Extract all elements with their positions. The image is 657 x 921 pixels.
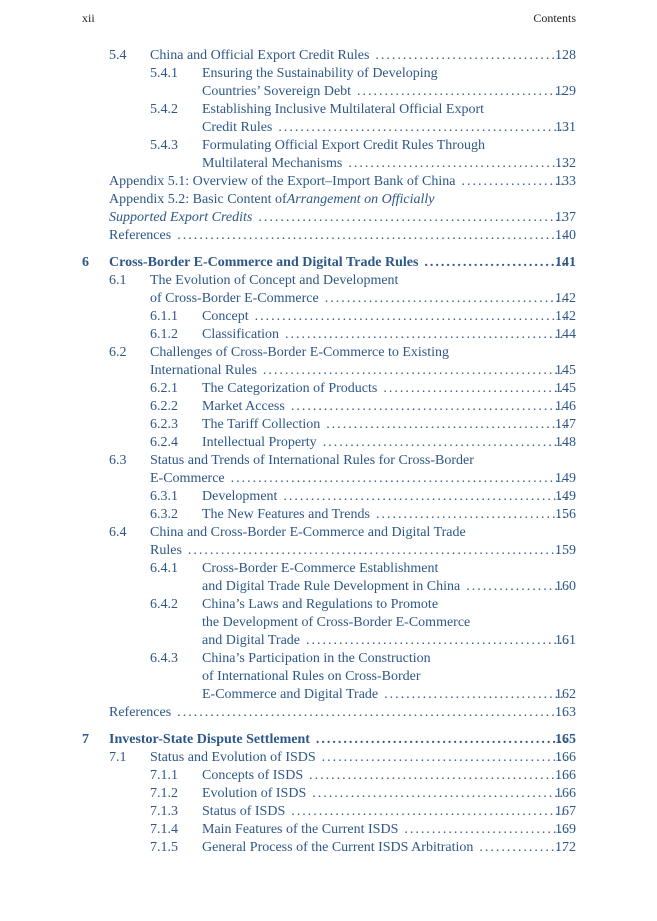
toc-page-number: 156 bbox=[555, 507, 576, 522]
toc-entry-title-text: of International Rules on Cross-Border bbox=[202, 669, 421, 684]
toc-page-number: 160 bbox=[555, 579, 576, 594]
toc-entry-row[interactable] bbox=[0, 560, 657, 578]
toc-entry-title bbox=[109, 704, 567, 722]
dot-leader bbox=[322, 749, 567, 767]
toc-entry-number: 6.3.2 bbox=[150, 507, 178, 522]
toc-entry-number: 6.4.3 bbox=[150, 651, 178, 666]
toc-entry-title-text: Concept bbox=[202, 309, 249, 324]
toc-entry-number: 7.1.5 bbox=[150, 840, 178, 855]
toc-entry-number: 7 bbox=[82, 732, 89, 747]
toc-entry-title-text: China and Cross-Border E-Commerce and Digital Trade bbox=[150, 525, 466, 540]
toc-entry-row[interactable] bbox=[0, 119, 657, 137]
toc-entry-title-text: Multilateral Mechanisms bbox=[202, 156, 343, 171]
toc-entry-title-text: Status and Evolution of ISDS bbox=[150, 750, 316, 765]
toc-entry-row[interactable] bbox=[0, 668, 657, 686]
dot-leader bbox=[404, 821, 567, 839]
dot-leader bbox=[323, 434, 567, 452]
toc-entry-title bbox=[150, 470, 567, 488]
toc-entry-title-text: Cross-Border E-Commerce Establishment bbox=[202, 561, 439, 576]
toc-entry-title-text: China and Official Export Credit Rules bbox=[150, 48, 370, 63]
toc-entry-number: 6.2.4 bbox=[150, 435, 178, 450]
toc-entry-row[interactable] bbox=[0, 308, 657, 326]
toc-page-number: 166 bbox=[555, 786, 576, 801]
toc-entry-title bbox=[202, 119, 567, 137]
toc-page-number: 131 bbox=[555, 120, 576, 135]
toc-entry-row[interactable] bbox=[0, 191, 657, 209]
toc-entry-title-text: Rules bbox=[150, 543, 182, 558]
toc-entry-row[interactable] bbox=[0, 524, 657, 542]
toc-entry-title bbox=[202, 632, 567, 650]
toc-entry-row[interactable] bbox=[0, 506, 657, 524]
toc-entry-title bbox=[150, 749, 567, 767]
toc-entry-title-text: The New Features and Trends bbox=[202, 507, 370, 522]
dot-leader bbox=[291, 398, 567, 416]
toc-entry-title-text: Classification bbox=[202, 327, 279, 342]
toc-entry-number: 7.1.1 bbox=[150, 768, 178, 783]
toc-entry-number: 7.1 bbox=[109, 750, 127, 765]
toc-entry-number: 5.4.3 bbox=[150, 138, 178, 153]
dot-leader bbox=[383, 380, 567, 398]
toc-entry-title bbox=[109, 227, 567, 245]
toc-entry-title bbox=[202, 434, 567, 452]
toc-entry-row[interactable] bbox=[0, 821, 657, 839]
toc-entry-number: 6 bbox=[82, 255, 89, 270]
toc-entry-row[interactable] bbox=[0, 686, 657, 704]
toc-entry-title bbox=[202, 821, 567, 839]
toc-entry-row[interactable] bbox=[0, 704, 657, 722]
toc-entry-title bbox=[202, 506, 567, 524]
toc-page-number: 159 bbox=[555, 543, 576, 558]
dot-leader bbox=[278, 119, 567, 137]
toc-entry-title bbox=[202, 785, 567, 803]
dot-leader bbox=[384, 686, 567, 704]
toc-entry-title-text: Development bbox=[202, 489, 278, 504]
toc-entry-title bbox=[202, 803, 567, 821]
toc-entry-title-text: Countries’ Sovereign Debt bbox=[202, 84, 352, 99]
toc-entry-title-text: Appendix 5.2: Basic Content of bbox=[109, 192, 287, 207]
toc-entry-number: 7.1.4 bbox=[150, 822, 178, 837]
toc-entry-row[interactable] bbox=[0, 767, 657, 785]
toc-entry-number: 7.1.3 bbox=[150, 804, 178, 819]
toc-entry-number: 6.4.2 bbox=[150, 597, 178, 612]
toc-page-number: 166 bbox=[555, 750, 576, 765]
toc-entry-title bbox=[202, 560, 567, 578]
toc-entry-title-text: Establishing Inclusive Multilateral Official Export bbox=[202, 102, 485, 117]
toc-page-number: 133 bbox=[555, 174, 576, 189]
dot-leader bbox=[348, 155, 567, 173]
toc-entry-number: 6.3 bbox=[109, 453, 127, 468]
toc-entry-title-text: References bbox=[109, 228, 172, 243]
toc-chapter-row[interactable] bbox=[0, 254, 657, 272]
toc-entry-title bbox=[202, 668, 567, 686]
toc-entry-row[interactable] bbox=[0, 416, 657, 434]
toc-page-number: 167 bbox=[555, 804, 576, 819]
toc-entry-italic-title: Arrangement on Officially bbox=[286, 192, 435, 207]
toc-entry-title bbox=[109, 209, 567, 227]
toc-chapter-row[interactable] bbox=[0, 731, 657, 749]
toc-page-number: 172 bbox=[555, 840, 576, 855]
toc-entry-number: 6.2.3 bbox=[150, 417, 178, 432]
toc-entry-row[interactable] bbox=[0, 614, 657, 632]
toc-entry-title-text: Investor-State Dispute Settlement bbox=[109, 732, 310, 747]
toc-entry-title bbox=[109, 254, 567, 272]
toc-entry-title bbox=[202, 686, 567, 704]
toc-entry-title-text: Ensuring the Sustainability of Developing bbox=[202, 66, 438, 81]
dot-leader bbox=[424, 254, 567, 272]
toc-entry-row[interactable] bbox=[0, 434, 657, 452]
toc-entry-row[interactable] bbox=[0, 227, 657, 245]
toc-entry-title bbox=[202, 308, 567, 326]
toc-entry-row[interactable] bbox=[0, 578, 657, 596]
toc-entry-row[interactable] bbox=[0, 65, 657, 83]
toc-entry-row[interactable] bbox=[0, 650, 657, 668]
toc-entry-title bbox=[202, 614, 567, 632]
toc-entry-title bbox=[202, 416, 567, 434]
toc-entry-row[interactable] bbox=[0, 785, 657, 803]
toc-entry-title bbox=[150, 362, 567, 380]
toc-page-number: 128 bbox=[555, 48, 576, 63]
dot-leader bbox=[325, 290, 567, 308]
dot-leader bbox=[326, 416, 567, 434]
toc-page-number: 169 bbox=[555, 822, 576, 837]
toc-entry-title-text: Market Access bbox=[202, 399, 285, 414]
dot-leader bbox=[466, 578, 567, 596]
toc-entry-number: 6.1 bbox=[109, 273, 127, 288]
toc-page-number: 142 bbox=[555, 309, 576, 324]
toc-entry-title bbox=[202, 398, 567, 416]
toc-entry-row[interactable] bbox=[0, 83, 657, 101]
toc-entry-number: 7.1.2 bbox=[150, 786, 178, 801]
toc-entry-number: 6.2.2 bbox=[150, 399, 178, 414]
toc-entry-number: 6.1.1 bbox=[150, 309, 178, 324]
dot-leader bbox=[309, 767, 567, 785]
toc-entry-number: 6.2 bbox=[109, 345, 127, 360]
toc-entry-title bbox=[202, 83, 567, 101]
toc-entry-title bbox=[202, 155, 567, 173]
toc-entry-row[interactable] bbox=[0, 632, 657, 650]
toc-entry-row[interactable] bbox=[0, 839, 657, 857]
toc-entry-title-text: E-Commerce and Digital Trade bbox=[202, 687, 379, 702]
toc-entry-title-text: Challenges of Cross-Border E-Commerce to Existing bbox=[150, 345, 449, 360]
dot-leader bbox=[375, 47, 567, 65]
dot-leader bbox=[255, 308, 567, 326]
toc-entry-number: 5.4.2 bbox=[150, 102, 178, 117]
dot-leader bbox=[285, 326, 567, 344]
toc-page-number: 147 bbox=[555, 417, 576, 432]
toc-entry-row[interactable] bbox=[0, 542, 657, 560]
running-header bbox=[82, 11, 576, 29]
dot-leader bbox=[306, 632, 567, 650]
toc-entry-title bbox=[202, 137, 567, 155]
toc-entry-title-text: Cross-Border E-Commerce and Digital Trade Rules bbox=[109, 255, 419, 270]
running-title: Contents bbox=[533, 11, 576, 25]
toc-entry-title-text: Status and Trends of International Rules for Cross-Border bbox=[150, 453, 474, 468]
dot-leader bbox=[291, 803, 567, 821]
toc-entry-title bbox=[150, 344, 567, 362]
toc-entry-title bbox=[150, 47, 567, 65]
toc-page-number: 146 bbox=[555, 399, 576, 414]
toc-entry-number: 6.3.1 bbox=[150, 489, 178, 504]
toc-entry-title bbox=[202, 65, 567, 83]
toc-entry-title-text: China’s Participation in the Construction bbox=[202, 651, 431, 666]
toc-page-number: 145 bbox=[555, 381, 576, 396]
toc-entry-row[interactable] bbox=[0, 470, 657, 488]
toc-page-number: 141 bbox=[555, 255, 576, 270]
dot-leader bbox=[461, 173, 567, 191]
toc-entry-title bbox=[150, 524, 567, 542]
toc-entry-row[interactable] bbox=[0, 344, 657, 362]
toc-entry-title-text: The Evolution of Concept and Development bbox=[150, 273, 399, 288]
toc-entry-row[interactable] bbox=[0, 272, 657, 290]
toc-entry-row[interactable] bbox=[0, 380, 657, 398]
toc-page-number: 162 bbox=[555, 687, 576, 702]
toc-entry-title-text: China’s Laws and Regulations to Promote bbox=[202, 597, 439, 612]
toc-entry-title-text: References bbox=[109, 705, 172, 720]
toc-entry-row[interactable] bbox=[0, 398, 657, 416]
toc-entry-row[interactable] bbox=[0, 290, 657, 308]
toc-entry-title bbox=[150, 452, 567, 470]
toc-entry-row[interactable] bbox=[0, 362, 657, 380]
toc-entry-number: 6.4.1 bbox=[150, 561, 178, 576]
toc-page-number: 137 bbox=[555, 210, 576, 225]
toc-entry-title-text: Appendix 5.1: Overview of the Export–Import Bank of China bbox=[109, 174, 456, 189]
toc-entry-number: 6.2.1 bbox=[150, 381, 178, 396]
toc-entry-title bbox=[202, 596, 567, 614]
toc-entry-title-text: Status of ISDS bbox=[202, 804, 286, 819]
toc-entry-number: 6.1.2 bbox=[150, 327, 178, 342]
toc-entry-row[interactable] bbox=[0, 326, 657, 344]
toc-entry-title bbox=[150, 542, 567, 560]
toc-entry-title-text: General Process of the Current ISDS Arbitration bbox=[202, 840, 474, 855]
toc-entry-title bbox=[202, 767, 567, 785]
dot-leader bbox=[283, 488, 567, 506]
toc-page-number: 148 bbox=[555, 435, 576, 450]
toc-entry-title bbox=[109, 173, 567, 191]
toc-entry-title-text: Main Features of the Current ISDS bbox=[202, 822, 399, 837]
toc-entry-title-text: Supported Export Credits bbox=[109, 210, 253, 225]
toc-entry-title-text: Intellectual Property bbox=[202, 435, 317, 450]
dot-leader bbox=[312, 785, 567, 803]
toc-page-number: 163 bbox=[555, 705, 576, 720]
toc-page-number: 142 bbox=[555, 291, 576, 306]
toc-entry-title bbox=[202, 488, 567, 506]
dot-leader bbox=[177, 704, 567, 722]
toc-entry-row[interactable] bbox=[0, 47, 657, 65]
dot-leader bbox=[231, 470, 567, 488]
dot-leader bbox=[357, 83, 567, 101]
toc-entry-title bbox=[202, 101, 567, 119]
table-of-contents bbox=[0, 47, 657, 857]
toc-entry-title-text: The Tariff Collection bbox=[202, 417, 321, 432]
toc-entry-title-text: E-Commerce bbox=[150, 471, 225, 486]
dot-leader bbox=[188, 542, 567, 560]
toc-entry-row[interactable] bbox=[0, 803, 657, 821]
dot-leader bbox=[316, 731, 567, 749]
toc-page-number: 166 bbox=[555, 768, 576, 783]
toc-entry-row[interactable] bbox=[0, 749, 657, 767]
toc-entry-number: 5.4 bbox=[109, 48, 127, 63]
toc-entry-title-text: The Categorization of Products bbox=[202, 381, 378, 396]
toc-entry-title bbox=[150, 290, 567, 308]
toc-entry-title bbox=[202, 650, 567, 668]
toc-entry-row[interactable] bbox=[0, 452, 657, 470]
toc-entry-row[interactable] bbox=[0, 137, 657, 155]
toc-entry-title bbox=[202, 839, 567, 857]
dot-leader bbox=[263, 362, 567, 380]
toc-entry-title-text: the Development of Cross-Border E-Commerce bbox=[202, 615, 471, 630]
toc-page-number: 161 bbox=[555, 633, 576, 648]
dot-leader bbox=[177, 227, 567, 245]
toc-entry-number: 5.4.1 bbox=[150, 66, 178, 81]
toc-entry-row[interactable] bbox=[0, 173, 657, 191]
toc-page-number: 165 bbox=[555, 732, 576, 747]
toc-entry-title-text: and Digital Trade bbox=[202, 633, 300, 648]
toc-entry-row[interactable] bbox=[0, 101, 657, 119]
toc-page-number: 132 bbox=[555, 156, 576, 171]
toc-page-number: 149 bbox=[555, 489, 576, 504]
dot-leader bbox=[376, 506, 567, 524]
toc-entry-row[interactable] bbox=[0, 155, 657, 173]
toc-entry-title bbox=[202, 326, 567, 344]
dot-leader bbox=[258, 209, 567, 227]
toc-entry-title bbox=[202, 578, 567, 596]
toc-entry-title-text: Concepts of ISDS bbox=[202, 768, 304, 783]
toc-page-number: 149 bbox=[555, 471, 576, 486]
toc-entry-row[interactable] bbox=[0, 488, 657, 506]
toc-entry-title-text: of Cross-Border E-Commerce bbox=[150, 291, 319, 306]
toc-entry-title-text: International Rules bbox=[150, 363, 257, 378]
toc-entry-title-text: Formulating Official Export Credit Rules Through bbox=[202, 138, 485, 153]
toc-entry-row[interactable] bbox=[0, 596, 657, 614]
toc-entry-title-text: Evolution of ISDS bbox=[202, 786, 307, 801]
toc-page-number: 129 bbox=[555, 84, 576, 99]
toc-entry-row[interactable] bbox=[0, 209, 657, 227]
toc-entry-title-text: Credit Rules bbox=[202, 120, 273, 135]
dot-leader bbox=[479, 839, 567, 857]
page-number: xii bbox=[82, 11, 95, 25]
toc-entry-title bbox=[109, 191, 567, 209]
toc-entry-title bbox=[202, 380, 567, 398]
toc-page-number: 145 bbox=[555, 363, 576, 378]
toc-page-number: 144 bbox=[555, 327, 576, 342]
toc-entry-title-text: and Digital Trade Rule Development in China bbox=[202, 579, 461, 594]
toc-page-number: 140 bbox=[555, 228, 576, 243]
toc-entry-title bbox=[109, 731, 567, 749]
toc-entry-number: 6.4 bbox=[109, 525, 127, 540]
toc-entry-title bbox=[150, 272, 567, 290]
